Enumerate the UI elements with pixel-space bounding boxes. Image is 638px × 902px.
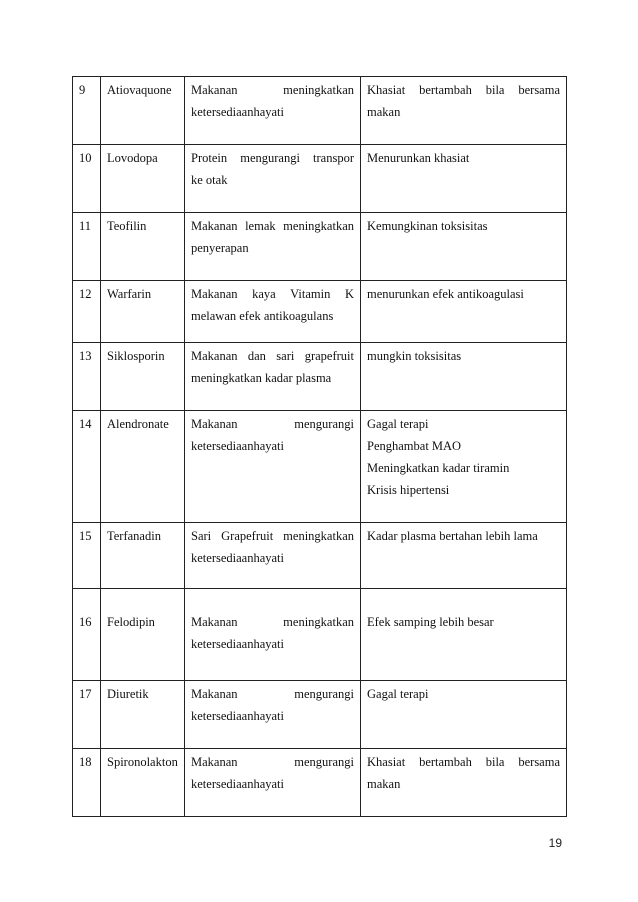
row-number: 17: [73, 681, 101, 749]
drug-name: Spironolakton: [101, 749, 185, 817]
food-effect-line: ketersediaanhayati: [191, 637, 285, 651]
food-effect: [185, 749, 361, 817]
table-row: [73, 411, 567, 523]
drug-name: Lovodopa: [101, 145, 185, 213]
table-row: [73, 77, 567, 145]
food-effect-line: ke otak: [191, 173, 228, 187]
clinical-result-line: Khasiat bertambah bila bersama: [367, 755, 560, 769]
drug-name: Felodipin: [101, 589, 185, 681]
clinical-result: [361, 281, 567, 343]
table-row: [73, 281, 567, 343]
clinical-result: [361, 749, 567, 817]
clinical-result-line: Kadar plasma bertahan lebih lama: [367, 529, 538, 543]
drug-name: Teofilin: [101, 213, 185, 281]
food-effect: [185, 411, 361, 523]
clinical-result-line: Gagal terapi: [367, 687, 429, 701]
row-number: 14: [73, 411, 101, 523]
drug-food-interaction-table: [72, 76, 567, 817]
clinical-result-line: makan: [367, 105, 401, 119]
food-effect: [185, 281, 361, 343]
food-effect-line: Protein mengurangi transpor: [191, 151, 354, 165]
food-effect-line: meningkatkan kadar plasma: [191, 371, 332, 385]
drug-name: Terfanadin: [101, 523, 185, 589]
clinical-result: [361, 77, 567, 145]
row-number: 13: [73, 343, 101, 411]
food-effect-line: ketersediaanhayati: [191, 105, 285, 119]
drug-name: Atiovaquone: [101, 77, 185, 145]
table-row: [73, 589, 567, 681]
drug-name: Alendronate: [101, 411, 185, 523]
food-effect: [185, 213, 361, 281]
row-number: 18: [73, 749, 101, 817]
food-effect-line: Makanan mengurangi: [191, 417, 354, 431]
food-effect-line: ketersediaanhayati: [191, 709, 285, 723]
row-number: 11: [73, 213, 101, 281]
clinical-result-line: Krisis hipertensi: [367, 483, 450, 497]
clinical-result-line: Khasiat bertambah bila bersama: [367, 83, 560, 97]
clinical-result-line: Efek samping lebih besar: [367, 615, 494, 629]
food-effect: [185, 77, 361, 145]
clinical-result: [361, 213, 567, 281]
clinical-result-line: mungkin toksisitas: [367, 349, 462, 363]
clinical-result-line: Kemungkinan toksisitas: [367, 219, 488, 233]
clinical-result: [361, 145, 567, 213]
food-effect-line: Makanan lemak meningkatkan: [191, 219, 354, 233]
table-body: [73, 77, 567, 817]
food-effect-line: ketersediaanhayati: [191, 777, 285, 791]
row-number: 12: [73, 281, 101, 343]
clinical-result-line: makan: [367, 777, 401, 791]
food-effect: [185, 681, 361, 749]
row-number: 10: [73, 145, 101, 213]
table-row: [73, 749, 567, 817]
food-effect-line: Makanan mengurangi: [191, 755, 354, 769]
table-row: [73, 213, 567, 281]
page-number: 19: [548, 836, 562, 850]
food-effect-line: Makanan meningkatkan: [191, 83, 354, 97]
table-row: [73, 523, 567, 589]
drug-name: Siklosporin: [101, 343, 185, 411]
food-effect-line: melawan efek antikoagulans: [191, 309, 334, 323]
food-effect-line: Makanan meningkatkan: [191, 615, 354, 629]
table-row: [73, 681, 567, 749]
drug-name: Warfarin: [101, 281, 185, 343]
clinical-result: [361, 343, 567, 411]
table-row: [73, 343, 567, 411]
clinical-result: [361, 589, 567, 681]
food-effect-line: ketersediaanhayati: [191, 551, 285, 565]
clinical-result-line: Penghambat MAO: [367, 439, 462, 453]
row-number: 9: [73, 77, 101, 145]
food-effect-line: Makanan kaya Vitamin K: [191, 287, 354, 301]
clinical-result: [361, 681, 567, 749]
clinical-result: [361, 523, 567, 589]
row-number: 15: [73, 523, 101, 589]
row-number: 16: [73, 589, 101, 681]
clinical-result-line: Meningkatkan kadar tiramin: [367, 461, 510, 475]
food-effect-line: Makanan mengurangi: [191, 687, 354, 701]
clinical-result-line: Menurunkan khasiat: [367, 151, 470, 165]
food-effect: [185, 589, 361, 681]
food-effect-line: ketersediaanhayati: [191, 439, 285, 453]
food-effect-line: Sari Grapefruit meningkatkan: [191, 529, 354, 543]
clinical-result: [361, 411, 567, 523]
food-effect: [185, 145, 361, 213]
drug-name: Diuretik: [101, 681, 185, 749]
food-effect-line: Makanan dan sari grapefruit: [191, 349, 354, 363]
clinical-result-line: Gagal terapi: [367, 417, 429, 431]
clinical-result-line: menurunkan efek antikoagulasi: [367, 287, 524, 301]
table-row: [73, 145, 567, 213]
food-effect: [185, 343, 361, 411]
food-effect-line: penyerapan: [191, 241, 249, 255]
food-effect: [185, 523, 361, 589]
